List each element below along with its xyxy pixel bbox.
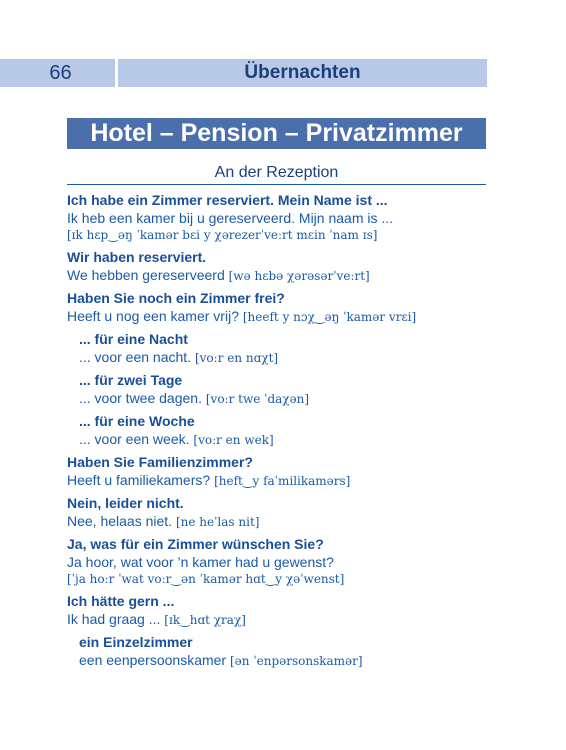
german-phrase: Nein, leider nicht. <box>67 495 184 511</box>
phrase-entry-one-week <box>67 412 497 449</box>
german-phrase: ein Einzelzimmer <box>79 634 193 650</box>
pronunciation: [ɪk‿hɑt χraχ] <box>164 613 246 627</box>
pronunciation: [ən ˈenpərsonskamər] <box>230 654 363 668</box>
german-phrase: Wir haben reserviert. <box>67 249 207 265</box>
dutch-line <box>67 512 497 531</box>
phrase-entry-unfortunately-not <box>67 494 497 531</box>
phrase-entry-we-reserved <box>67 248 497 285</box>
phrase-entry-one-night <box>67 330 497 367</box>
phrase-entry-reserved-name <box>67 191 497 244</box>
subsection-title: An der Rezeption <box>214 164 339 181</box>
dutch-phrase: een eenpersoonskamer <box>79 652 227 668</box>
phrase-entry-i-would-like <box>67 592 497 629</box>
dutch-phrase: Nee, helaas niet. <box>67 513 173 529</box>
pronunciation: [ne heˈlas nit] <box>175 515 260 529</box>
dutch-phrase: Heeft u familiekamers? <box>67 472 211 488</box>
pronunciation: [voːr en wek] <box>193 433 274 447</box>
dutch-line <box>79 651 497 670</box>
pronunciation: [voːr en nɑχt] <box>194 351 279 365</box>
phrase-entry-two-days <box>67 371 497 408</box>
phrase-entry-which-room <box>67 535 497 588</box>
subsection-rule <box>67 184 486 185</box>
dutch-phrase: Heeft u nog een kamer vrij? <box>67 308 239 324</box>
section-title: Hotel – Pension – Privatzimmer <box>67 118 486 149</box>
dutch-line <box>79 389 497 408</box>
german-phrase: Ich habe ein Zimmer reserviert. Mein Name ist ... <box>67 192 388 208</box>
dutch-phrase: Ik heb een kamer bij u gereserveerd. Mijn naam is ... <box>67 210 394 226</box>
pronunciation: [wə hɛbə χərəsərˈveːrt] <box>228 269 370 283</box>
dutch-phrase: ... voor twee dagen. <box>79 390 202 406</box>
phrase-entry-room-free <box>67 289 497 326</box>
dutch-phrase: ... voor een week. <box>79 431 190 447</box>
phrase-entry-single-room <box>67 633 497 670</box>
german-phrase: ... für eine Nacht <box>79 331 188 347</box>
german-phrase: Ich hätte gern ... <box>67 593 175 609</box>
german-phrase: Ja, was für ein Zimmer wünschen Sie? <box>67 536 324 552</box>
page-number: 66 <box>49 62 72 84</box>
dutch-phrase: Ja hoor, wat voor ’n kamer had u gewenst? <box>67 554 334 570</box>
pronunciation: [heft‿y faˈmilikamərs] <box>214 474 351 488</box>
dutch-line <box>67 266 497 285</box>
pronunciation: [heeft y nɔχ‿əŋ ˈkamər vrɛi] <box>242 310 417 324</box>
german-phrase: ... für zwei Tage <box>79 372 183 388</box>
dutch-line <box>79 348 497 367</box>
chapter-title: Übernachten <box>244 62 361 83</box>
dutch-line <box>67 610 497 629</box>
german-phrase: Haben Sie noch ein Zimmer frei? <box>67 290 285 306</box>
phrase-entry-family-rooms <box>67 453 497 490</box>
dutch-line <box>67 307 497 326</box>
pronunciation: [ˈja hoːr ˈwat voːr‿ən ˈkamər hɑt‿y χəˈwenst] <box>67 572 345 586</box>
dutch-line <box>67 471 497 490</box>
pronunciation: [voːr twe ˈdaχən] <box>205 392 310 406</box>
dutch-phrase: ... voor een nacht. <box>79 349 192 365</box>
german-phrase: Haben Sie Familienzimmer? <box>67 454 253 470</box>
german-phrase: ... für eine Woche <box>79 413 195 429</box>
pronunciation: [ɪk hɛp‿əŋ ˈkamər bɛi y χərezerˈveːrt mɛin ˈnam ɪs] <box>67 228 378 242</box>
dutch-phrase: Ik had graag ... <box>67 611 161 627</box>
dutch-line <box>79 430 497 449</box>
dutch-phrase: We hebben gereserveerd <box>67 267 225 283</box>
phrase-list <box>67 191 497 674</box>
